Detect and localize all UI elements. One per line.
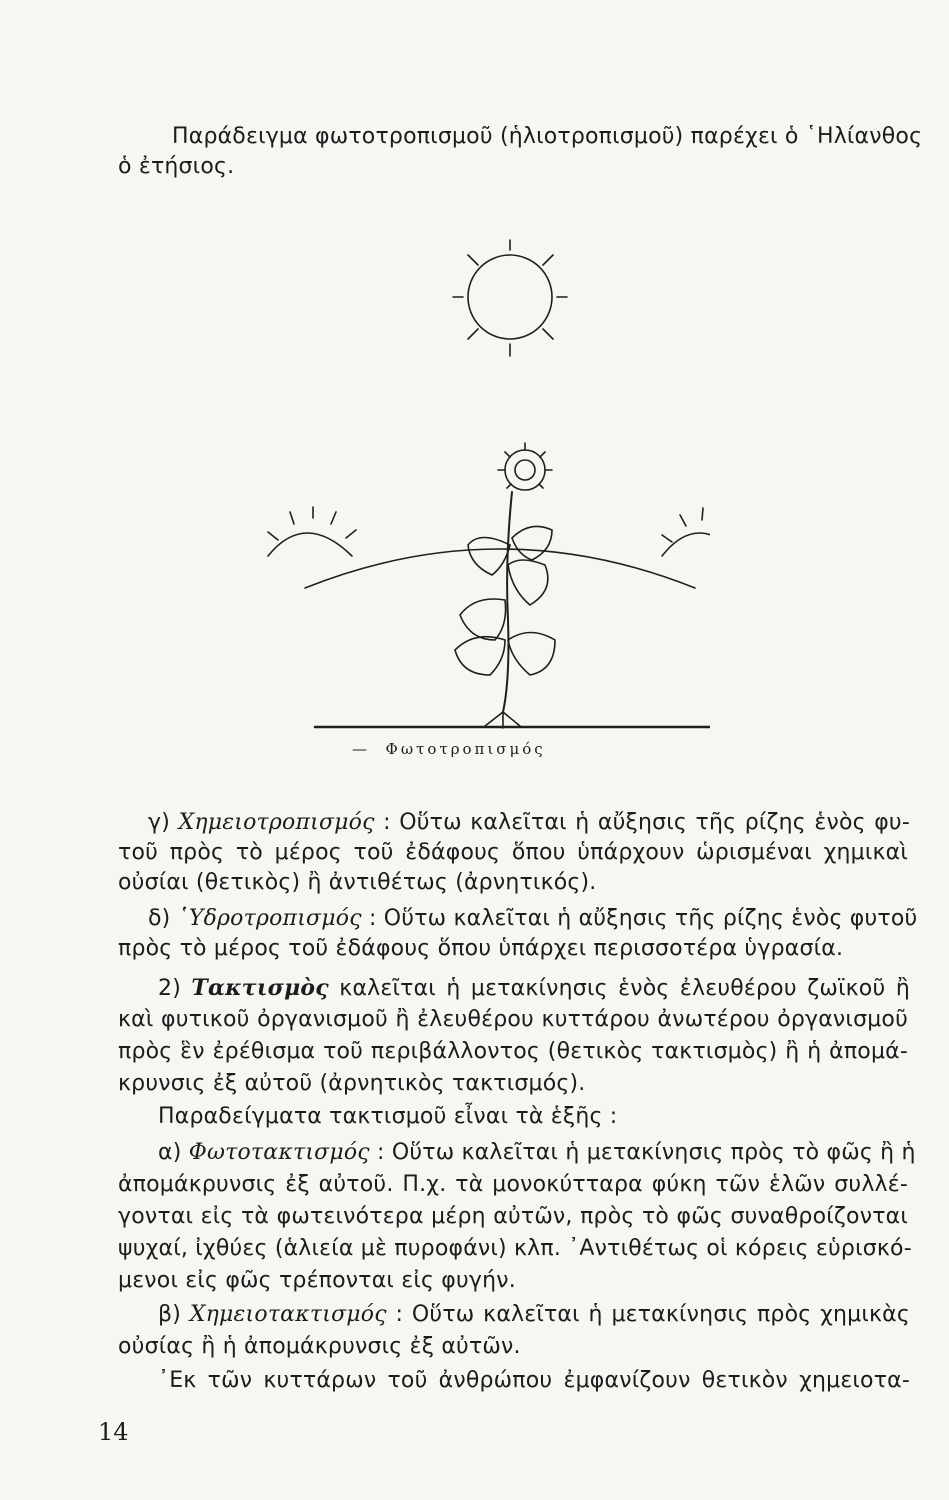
sunflower-head-icon — [498, 443, 552, 490]
alpha-line-1 — [158, 1138, 916, 1168]
beta-label: β) — [158, 1302, 182, 1327]
taxis-line-1-rest: καλεῖται ἡ μετακίνησις ἑνὸς ἐλευθέρου ζωϊκοῦ ἢ — [339, 976, 910, 1001]
intro-line-2: ὁ ἐτήσιος. — [118, 154, 235, 179]
alpha-line-2: ἀπομάκρυνσις ἐξ αὐτοῦ. Π.χ. τὰ μονοκύτταρα φύκη τῶν ἑλῶν συλλέ- — [118, 1172, 908, 1197]
delta-line-2: πρὸς τὸ μέρος τοῦ ἐδάφους ὅπου ὑπάρχει περισσοτέρα ὑγρασία. — [118, 936, 844, 961]
gamma-label: γ) — [148, 810, 171, 835]
phototropism-illustration — [250, 235, 710, 735]
gamma-line-1 — [148, 808, 910, 838]
taxis-label: 2) — [158, 976, 181, 1001]
gamma-line-1-rest: : Οὕτω καλεῖται ἡ αὔξησις τῆς ρίζης ἑνὸς φυ- — [383, 810, 910, 835]
caption-text: Φωτοτροπισμός — [385, 740, 546, 758]
delta-label: δ) — [148, 906, 171, 931]
taxis-line-2: καὶ φυτικοῦ ὀργανισμοῦ ἢ ἐλευθέρου κυττάρου ἀνωτέρου ὀργανισμοῦ — [118, 1007, 908, 1032]
taxis-examples-intro: Παραδείγματα τακτισμοῦ εἶναι τὰ ἑξῆς : — [158, 1104, 618, 1129]
delta-term: ῾Υδροτροπισμός — [177, 906, 362, 931]
delta-line-1-rest: : Οὕτω καλεῖται ἡ αὔξησις τῆς ρίζης ἑνὸς φυτοῦ — [368, 906, 918, 931]
beta-line-2: οὐσίας ἢ ἡ ἀπομάκρυνσις ἐξ αὐτῶν. — [118, 1334, 521, 1359]
alpha-term: Φωτοτακτισμός — [188, 1140, 370, 1165]
right-sun-icon — [662, 508, 710, 556]
taxis-line-4: κρυνσις ἐξ αὐτοῦ (ἀρνητικὸς τακτισμός). — [118, 1071, 586, 1096]
gamma-line-3: οὐσίαι (θετικὸς) ἢ ἀντιθέτως (ἀρνητικός). — [118, 870, 597, 895]
horizon-arc — [305, 549, 695, 588]
gamma-line-2: τοῦ πρὸς τὸ μέρος τοῦ ἐδάφους ὅπου ὑπάρχουν ὡρισμέναι χημικαὶ — [118, 840, 908, 865]
beta-line-1-rest: : Οὕτω καλεῖται ἡ μετακίνησις πρὸς χημικὰς — [395, 1302, 910, 1327]
figure-caption — [352, 740, 546, 758]
alpha-line-3: γονται εἰς τὰ φωτεινότερα μέρη αὐτῶν, πρὸς τὸ φῶς συναθροίζονται — [118, 1204, 908, 1229]
intro-line-1: Παράδειγμα φωτοτροπισμοῦ (ἡλιοτροπισμοῦ) παρέχει ὁ ῾Ηλίανθος — [172, 124, 923, 149]
sunflower-roots — [485, 712, 520, 728]
sun-icon — [453, 240, 567, 356]
alpha-line-1-rest: : Οὕτω καλεῖται ἡ μετακίνησις πρὸς τὸ φῶς ἢ ἡ — [377, 1140, 916, 1165]
beta-term: Χημειοτακτισμός — [189, 1302, 387, 1327]
delta-line-1 — [148, 904, 918, 934]
taxis-line-1 — [158, 973, 910, 1004]
caption-dash: — — [352, 740, 370, 758]
taxis-term: Τακτισμὸς — [191, 975, 329, 1001]
alpha-line-4: ψυχαί, ἰχθύες (ἁλιεία μὲ πυροφάνι) κλπ. ᾽Αντιθέτως οἱ κόρεις εὑρισκό- — [118, 1236, 912, 1261]
last-line: ᾽Εκ τῶν κυττάρων τοῦ ἀνθρώπου ἐμφανίζουν θετικὸν χημειοτα- — [158, 1368, 910, 1393]
alpha-label: α) — [158, 1140, 182, 1165]
taxis-line-3: πρὸς ἓν ἐρέθισμα τοῦ περιβάλλοντος (θετικὸς τακτισμὸς) ἢ ἡ ἀπομά- — [118, 1039, 908, 1064]
page-number: 14 — [98, 1418, 129, 1446]
alpha-line-5: μενοι εἰς φῶς τρέπονται εἰς φυγήν. — [118, 1268, 516, 1293]
gamma-term: Χημειοτροπισμός — [178, 810, 375, 835]
beta-line-1 — [158, 1300, 910, 1330]
left-sun-icon — [268, 507, 356, 556]
sunflower-stem — [503, 492, 512, 712]
